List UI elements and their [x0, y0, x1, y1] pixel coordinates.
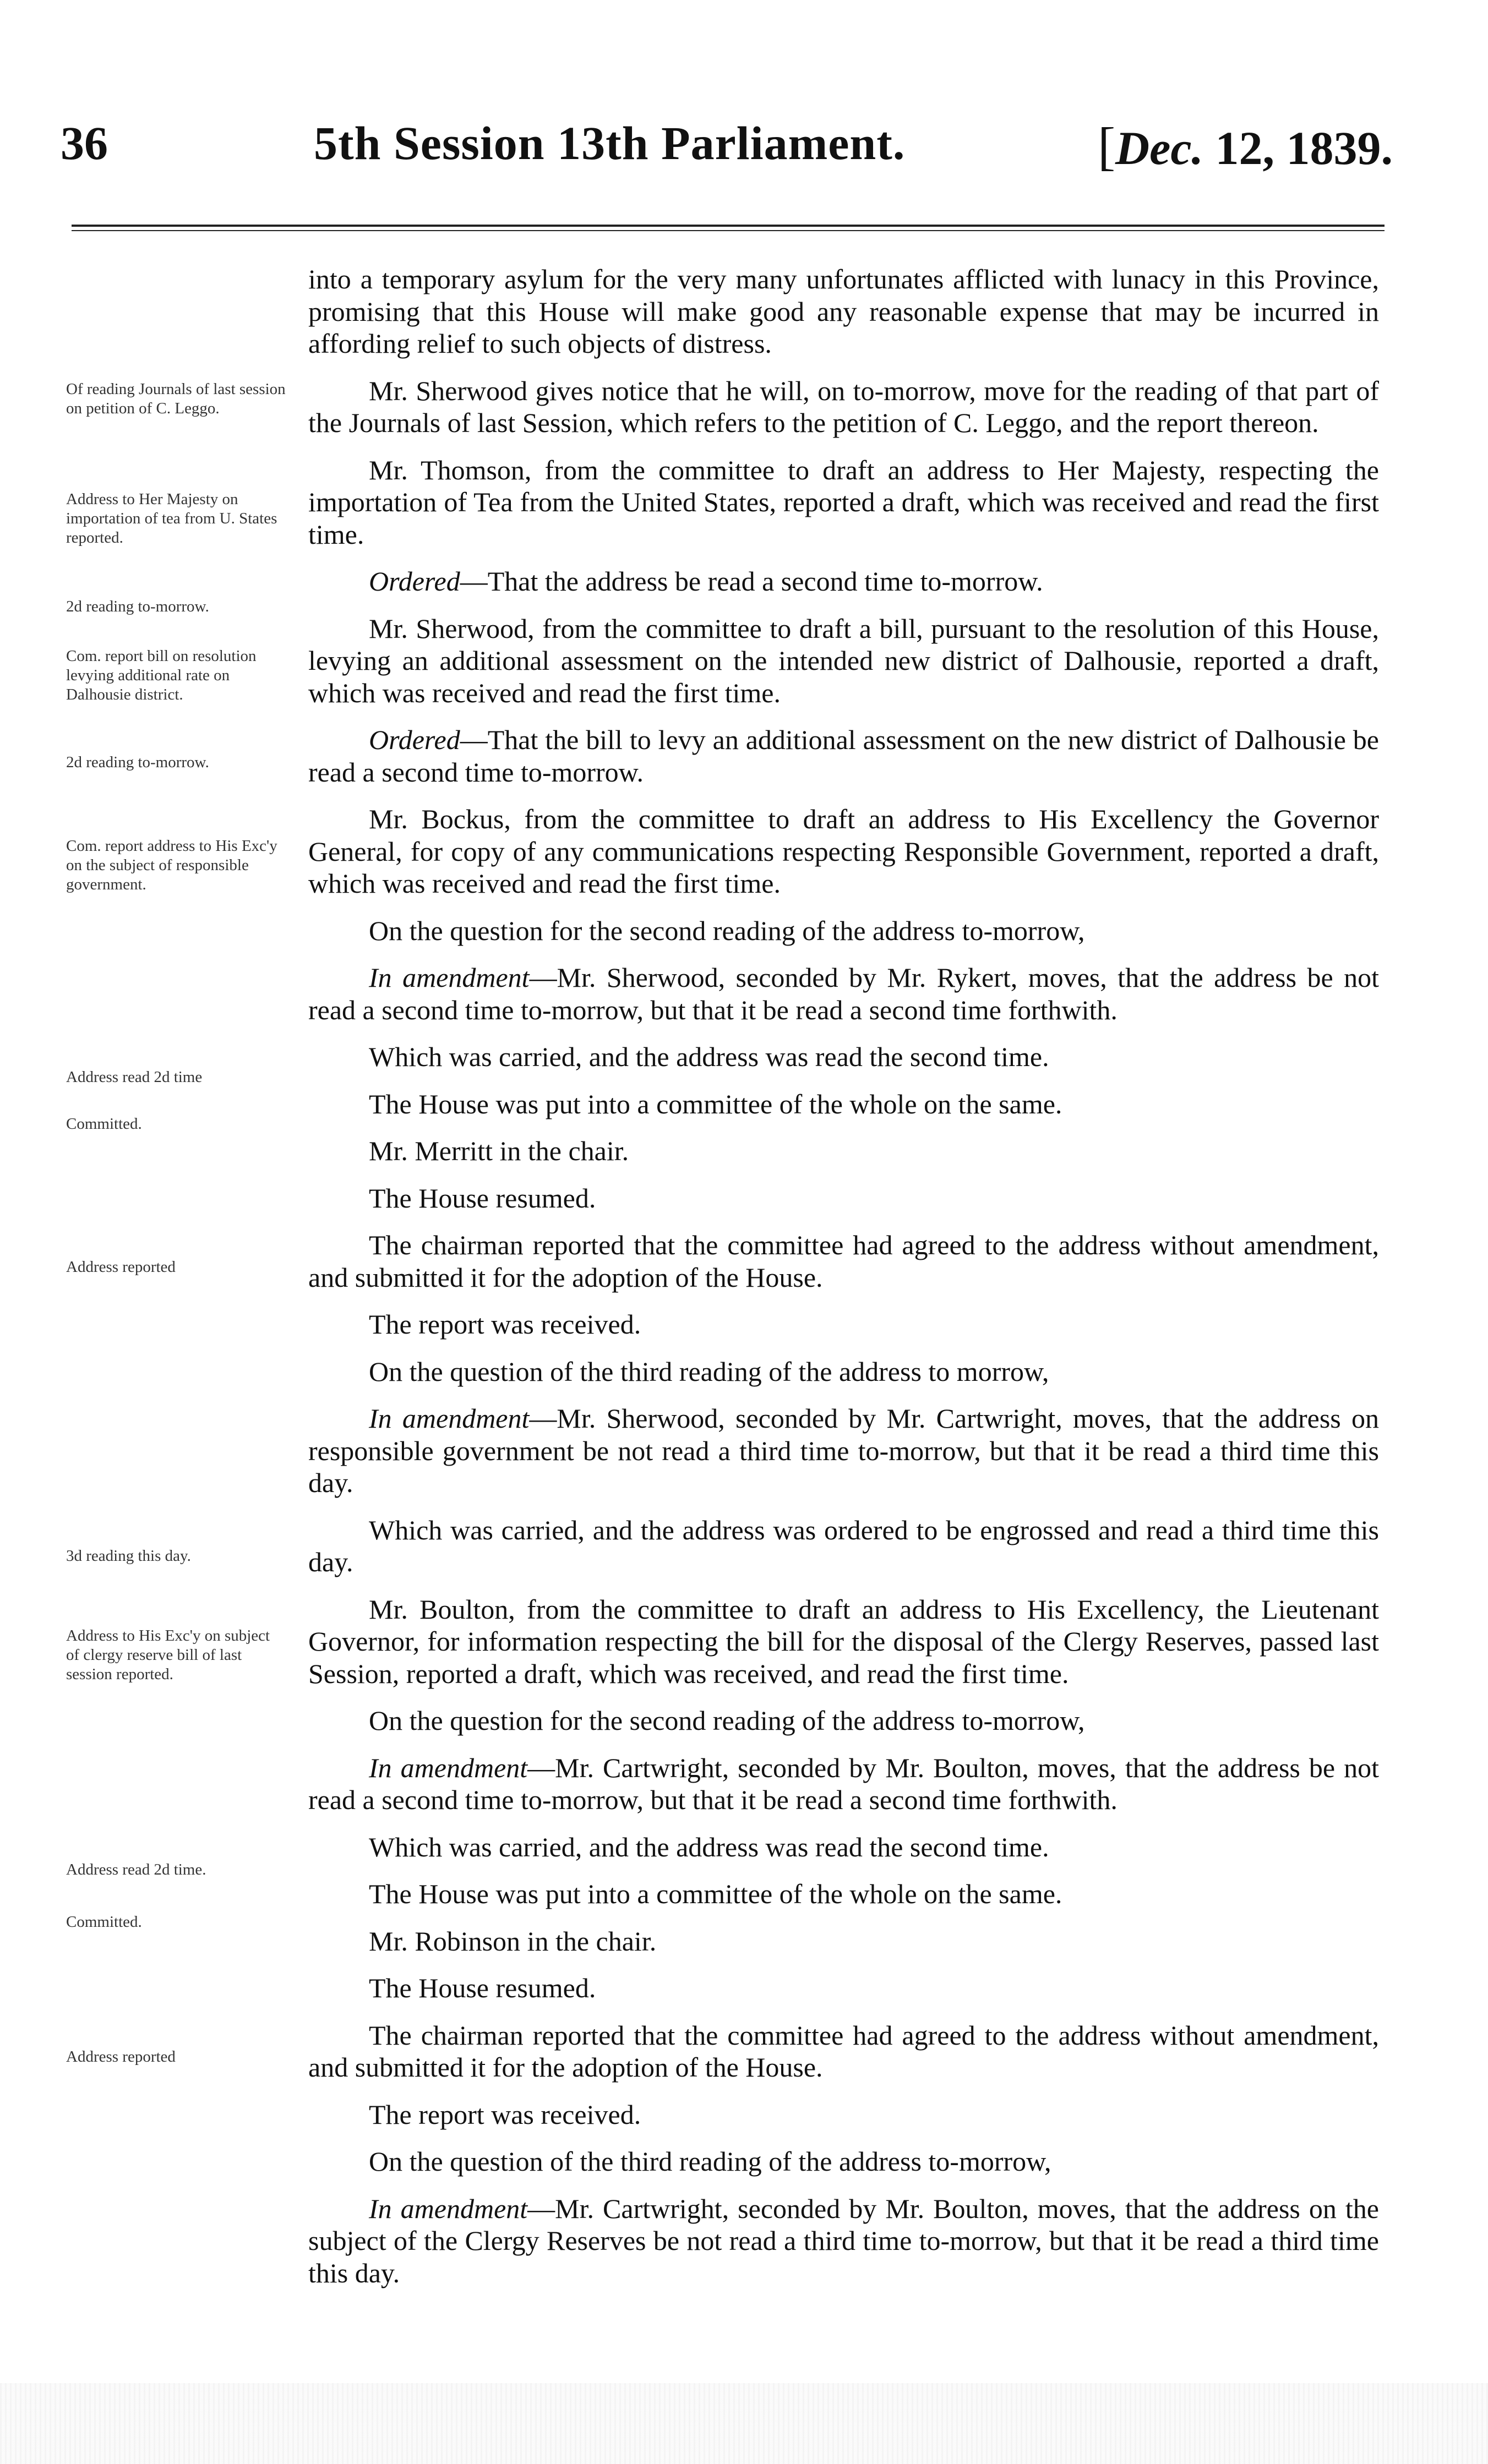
paragraph — [308, 1308, 1379, 1341]
header-date-rest: 12, 1839. — [1203, 122, 1393, 174]
paragraph-text: Which was carried, and the address was ordered to be engrossed and read a third time this day. — [308, 1514, 1379, 1577]
paragraph-lead: In amendment — [369, 1403, 530, 1434]
paragraph-text: The report was received. — [369, 1309, 641, 1340]
margin-note: Address to His Exc'y on subject of clergy reserve bill of last session reported. — [66, 1627, 270, 1683]
paragraph-text: The chairman reported that the committee had agreed to the address without amendment, and submitted it for the adoption of the House. — [308, 1230, 1379, 1293]
margin-note: Address read 2d time — [66, 1068, 203, 1086]
paragraph — [308, 1088, 1379, 1121]
paragraph-lead: Ordered — [369, 566, 460, 597]
paragraph — [308, 454, 1379, 551]
page-header — [61, 116, 1393, 176]
paragraph — [308, 1831, 1379, 1864]
paragraph-text: into a temporary asylum for the very many unfortunates afflicted with lunacy in this Province, promising that this House will make good any reasonable expense that may be incurred in affording relief to such objects of distress. — [308, 264, 1379, 359]
header-rule-thin — [72, 230, 1385, 231]
paragraph — [308, 263, 1379, 360]
paragraph — [308, 1135, 1379, 1167]
paragraph — [308, 375, 1379, 439]
paragraph — [308, 1041, 1379, 1073]
paragraph-text: —Mr. Sherwood, seconded by Mr. Cartwright, moves, that the address on responsible government be not read a third time to-morrow, but that it be read a third time this day. — [308, 1403, 1379, 1498]
paragraph-text: —That the address be read a second time to-morrow. — [460, 566, 1043, 597]
margin-note: Of reading Journals of last session on petition of C. Leggo. — [66, 380, 286, 417]
paragraph — [308, 2099, 1379, 2131]
margin-note: Address reported — [66, 2048, 176, 2066]
paragraph — [308, 2019, 1379, 2084]
paragraph-text: Mr. Sherwood, from the committee to draft a bill, pursuant to the resolution of this House, levying an additional assessment on the intended new district of Dalhousie, reported a draft, which was received and read the first time. — [308, 613, 1379, 708]
paragraph-text: On the question of the third reading of the address to-morrow, — [369, 2146, 1051, 2177]
margin-note: Com. report bill on resolution levying additional rate on Dalhousie district. — [66, 647, 257, 703]
paragraph-text: Mr. Boulton, from the committee to draft an address to His Excellency, the Lieutenant Governor, for information respecting the bill for the disposal of the Clergy Reserves, passed last Session, reported a draft, which was received, and read the first time. — [308, 1593, 1379, 1689]
paragraph-lead: In amendment — [369, 1752, 528, 1783]
paragraph — [308, 1402, 1379, 1499]
paragraph — [308, 961, 1379, 1026]
header-date — [1098, 116, 1393, 177]
paragraph-text: On the question for the second reading of the address to-morrow, — [369, 1705, 1085, 1736]
header-rule — [72, 225, 1385, 227]
paragraph — [308, 1752, 1379, 1816]
margin-note: Com. report address to His Exc'y on the subject of responsible government. — [66, 837, 277, 893]
paragraph — [308, 565, 1379, 598]
paragraph — [308, 1593, 1379, 1690]
paragraph-text: The House was put into a committee of the whole on the same. — [369, 1878, 1062, 1909]
paragraph-text: The House resumed. — [369, 1182, 596, 1214]
journal-body — [308, 263, 1379, 2304]
margin-note: 2d reading to-morrow. — [66, 753, 209, 771]
margin-note: Address read 2d time. — [66, 1861, 206, 1878]
paragraph-lead: In amendment — [369, 962, 530, 993]
paragraph-text: The House was put into a committee of the whole on the same. — [369, 1088, 1062, 1119]
paragraph — [308, 1514, 1379, 1578]
margin-note: 3d reading this day. — [66, 1547, 191, 1565]
paragraph — [308, 724, 1379, 788]
paragraph-text: On the question of the third reading of the address to morrow, — [369, 1356, 1049, 1387]
margin-note: Address to Her Majesty on importation of tea from U. States reported. — [66, 490, 277, 547]
paragraph-text: —Mr. Cartwright, seconded by Mr. Boulton, moves, that the address be not read a second time to-morrow, but that it be read a second time forthwith. — [308, 1752, 1379, 1815]
paragraph-text: Which was carried, and the address was read the second time. — [369, 1041, 1049, 1072]
paragraph — [308, 915, 1379, 947]
running-title: 5th Session 13th Parliament. — [314, 117, 906, 170]
paragraph-text: Mr. Thomson, from the committee to draft an address to Her Majesty, respecting the importation of Tea from the United States, reported a draft, which was received and read the first time. — [308, 454, 1379, 550]
paragraph-text: The House resumed. — [369, 1973, 596, 2003]
paragraph-text: —Mr. Cartwright, seconded by Mr. Boulton, moves, that the address on the subject of the Clergy Reserves be not read a third time to-morrow, but that it be read a third time this day. — [308, 2193, 1379, 2288]
paragraph-text: —That the bill to levy an additional assessment on the new district of Dalhousie be read a second time to-morrow. — [308, 724, 1379, 788]
paragraph-text: Which was carried, and the address was read the second time. — [369, 1831, 1049, 1862]
margin-note: Address reported — [66, 1258, 176, 1276]
paragraph-text: Mr. Robinson in the chair. — [369, 1925, 657, 1957]
margin-note: Committed. — [66, 1913, 142, 1931]
paragraph — [308, 1182, 1379, 1215]
paragraph — [308, 2145, 1379, 2178]
paragraph — [308, 1972, 1379, 2004]
scan-noise-band — [0, 2383, 1488, 2464]
paragraph — [308, 613, 1379, 709]
paragraph-text: The report was received. — [369, 2099, 641, 2130]
paragraph-text: Mr. Bockus, from the committee to draft an address to His Excellency the Governor General, for copy of any communications respecting Responsible Government, reported a draft, which was received and read the first time. — [308, 804, 1379, 899]
header-date-month: Dec. — [1115, 122, 1203, 174]
margin-note: 2d reading to-morrow. — [66, 598, 209, 615]
margin-note: Committed. — [66, 1115, 142, 1133]
page-number: 36 — [61, 117, 108, 170]
paragraph — [308, 1356, 1379, 1388]
paragraph — [308, 2193, 1379, 2290]
paragraph — [308, 1925, 1379, 1958]
paragraph — [308, 803, 1379, 900]
paragraph — [308, 1704, 1379, 1737]
header-bracket: [ — [1098, 117, 1116, 176]
paragraph — [308, 1878, 1379, 1910]
paragraph-text: The chairman reported that the committee had agreed to the address without amendment, and submitted it for the adoption of the House. — [308, 2019, 1379, 2083]
paragraph-text: Mr. Sherwood gives notice that he will, on to-morrow, move for the reading of that part of the Journals of last Session, which refers to the petition of C. Leggo, and the report thereon. — [308, 375, 1379, 438]
paragraph — [308, 1229, 1379, 1293]
paragraph-lead: Ordered — [369, 724, 460, 755]
paragraph-text: —Mr. Sherwood, seconded by Mr. Rykert, moves, that the address be not read a second time to-morrow, but that it be read a second time forthwith. — [308, 962, 1379, 1025]
paragraph-text: Mr. Merritt in the chair. — [369, 1135, 629, 1166]
paragraph-text: On the question for the second reading of the address to-morrow, — [369, 915, 1085, 946]
paragraph-lead: In amendment — [369, 2193, 528, 2224]
